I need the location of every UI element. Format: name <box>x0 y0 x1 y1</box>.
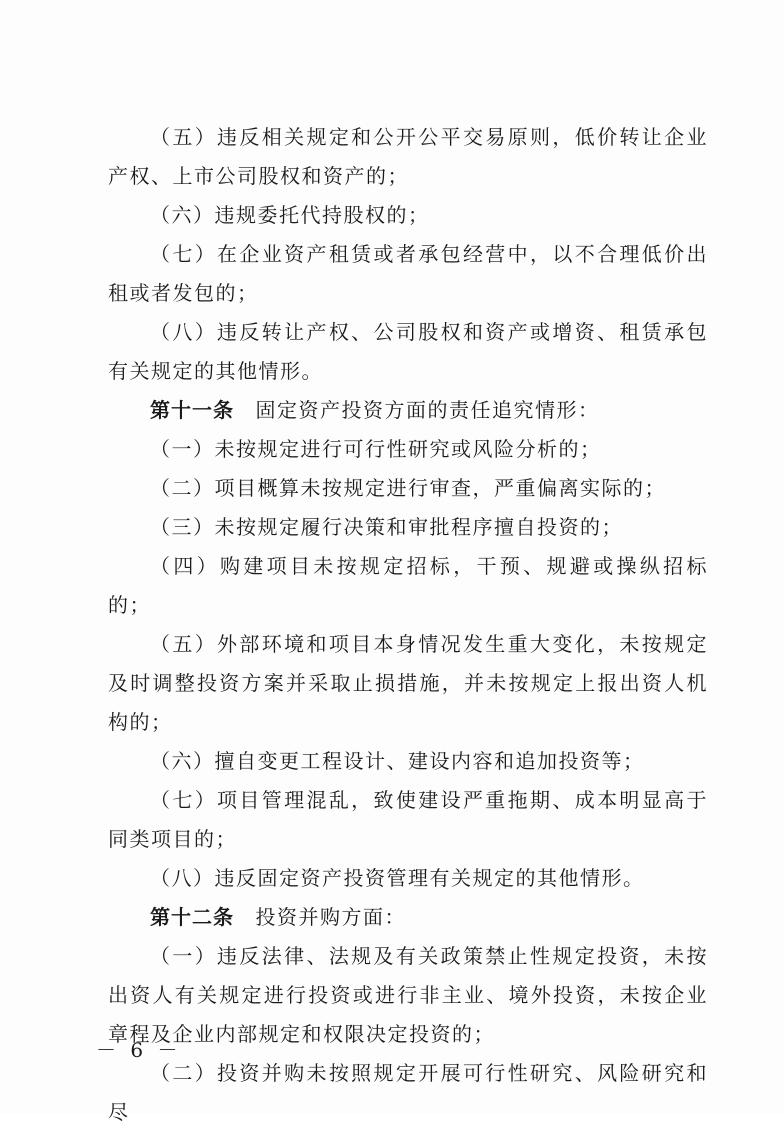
article-11-item-4: （四）购建项目未按规定招标，干预、规避或操纵招标的； <box>108 554 708 617</box>
article-11-item-7: （七）项目管理混乱，致使建设严重拖期、成本明显高于同类项目的； <box>108 788 708 851</box>
article-11 <box>108 391 708 430</box>
paragraph-item-5: （五）违反相关规定和公开公平交易原则，低价转让企业产权、上市公司股权和资产的； <box>108 125 708 188</box>
body-text <box>108 118 708 1132</box>
paragraph-item-7: （七）在企业资产租赁或者承包经营中，以不合理低价出租或者发包的； <box>108 242 708 305</box>
article-12-item-1: （一）违反法律、法规及有关政策禁止性规定投资，未按出资人有关规定进行投资或进行非主业、境外投资，未按企业章程及企业内部规定和权限决定投资的； <box>108 944 708 1046</box>
article-12-item-2: （二）投资并购未按照规定开展可行性研究、风险研究和尽 <box>108 1061 708 1124</box>
article-11-heading: 第十一条 <box>150 398 234 422</box>
paragraph-item-8: （八）违反转让产权、公司股权和资产或增资、租赁承包有关规定的其他情形。 <box>108 320 708 383</box>
article-12 <box>108 898 708 937</box>
article-11-item-3: （三）未按规定履行决策和审批程序擅自投资的； <box>150 515 623 539</box>
article-11-item-5: （五）外部环境和项目本身情况发生重大变化，未按规定及时调整投资方案并采取止损措施，并未按规定上报出资人机构的； <box>108 632 708 734</box>
article-11-item-8: （八）违反固定资产投资管理有关规定的其他情形。 <box>150 866 645 890</box>
article-11-item-1: （一）未按规定进行可行性研究或风险分析的； <box>150 437 602 461</box>
page-number: － 6 － <box>96 1038 182 1062</box>
article-12-text: 投资并购方面： <box>234 905 406 929</box>
paragraph-item-6: （六）违规委托代持股权的； <box>150 203 430 227</box>
article-11-item-6: （六）擅自变更工程设计、建设内容和追加投资等； <box>150 749 645 773</box>
article-11-text: 固定资产投资方面的责任追究情形： <box>234 398 600 422</box>
article-12-heading: 第十二条 <box>150 905 234 929</box>
article-11-item-2: （二）项目概算未按规定进行审查，严重偏离实际的； <box>150 476 666 500</box>
